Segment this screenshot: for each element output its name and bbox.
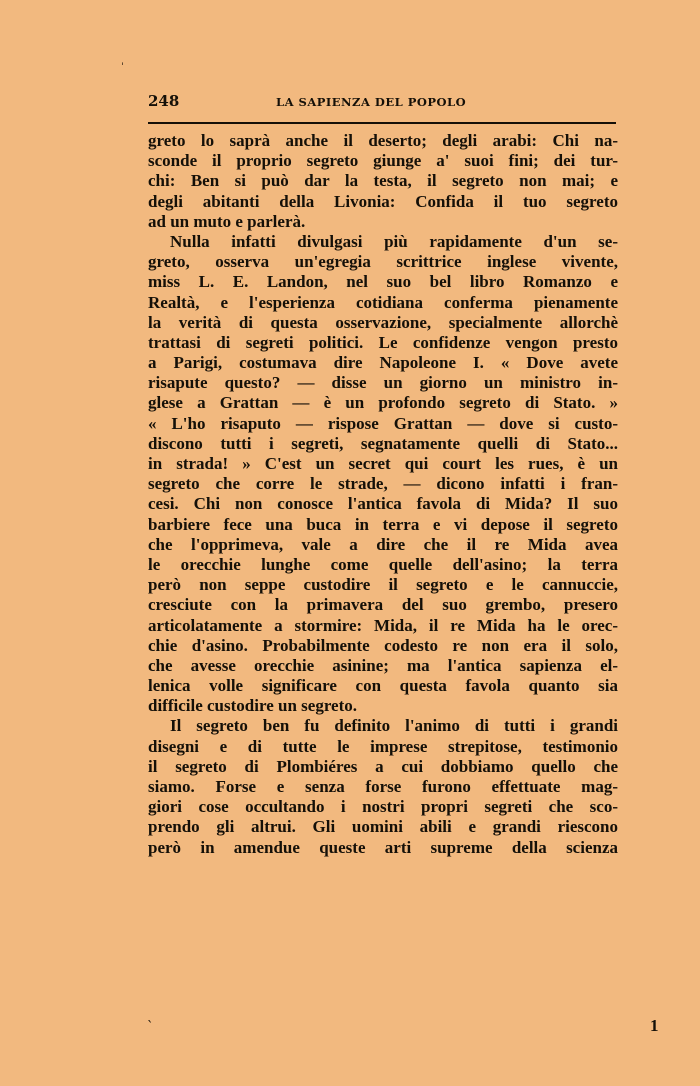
page-number: 248 [148, 92, 180, 110]
text-line: discono tutti i segreti, segnatamente quelli di Stato... [148, 433, 618, 453]
text-line: degli abitanti della Livonia: Confida il tuo segreto [148, 191, 618, 211]
text-line: prendo gli altrui. Gli uomini abili e grandi riescono [148, 817, 618, 837]
text-line: lenica volle significare con questa favola quanto sia [148, 676, 618, 696]
text-line: il segreto di Plombiéres a cui dobbiamo quello che [148, 756, 618, 776]
speck-mark: ` [147, 1020, 154, 1035]
text-line: in strada! » C'est un secret qui court les rues, è un [148, 454, 618, 473]
text-line: greto, osserva un'egregia scrittrice inglese vivente, [148, 252, 618, 272]
text-line: le orecchie lunghe come quelle dell'asino; la terra [148, 554, 618, 574]
body-text [148, 131, 618, 858]
text-line: difficile custodire un segreto. [148, 696, 358, 716]
text-line: « L'ho risaputo — rispose Grattan — dove si custo- [148, 413, 618, 433]
text-line: barbiere fece una buca in terra e vi depose il segreto [148, 514, 618, 534]
text-line: cesi. Chi non conosce l'antica favola di Mida? Il suo [148, 494, 618, 514]
text-line: glese a Grattan — è un profondo segreto di Stato. » [148, 393, 618, 413]
text-line: trattasi di segreti politici. Le confidenze vengon presto [148, 332, 618, 352]
header-rule [148, 122, 616, 124]
footer-mark: 1 [650, 1016, 659, 1035]
text-line: risapute questo? — disse un giorno un ministro in- [148, 373, 618, 393]
running-title: LA SAPIENZA DEL POPOLO [276, 95, 467, 109]
text-line: però in amendue queste arti supreme della scienza [148, 837, 618, 857]
text-line: articolatamente a stormire: Mida, il re Mida ha le orec- [148, 615, 618, 635]
text-line: greto lo saprà anche il deserto; degli arabi: Chi na- [148, 131, 618, 150]
text-line: che l'opprimeva, vale a dire che il re Mida avea [148, 534, 618, 554]
text-line: siamo. Forse e senza forse furono effettuate mag- [148, 777, 618, 796]
text-line: la verità di questa osservazione, specialmente allorchè [148, 312, 618, 332]
text-line: che avesse orecchie asinine; ma l'antica sapienza el- [148, 655, 618, 675]
text-line: a Parigi, costumava dire Napoleone I. « Dove avete [148, 353, 618, 373]
text-line: Nulla infatti divulgasi più rapidamente d'un se- [170, 231, 618, 251]
text-line: segreto che corre le strade, — dicono infatti i fran- [148, 474, 618, 494]
text-line: chie d'asino. Probabilmente codesto re non era il solo, [148, 635, 618, 655]
page-header [148, 92, 616, 110]
text-line: Il segreto ben fu definito l'animo di tutti i grandi [170, 716, 618, 736]
text-line: Realtà, e l'esperienza cotidiana conferma pienamente [148, 292, 618, 312]
text-line: chi: Ben si può dar la testa, il segreto non mai; e [148, 171, 618, 191]
text-line: miss L. E. Landon, nel suo bel libro Romanzo e [148, 272, 618, 292]
text-line: ad un muto e parlerà. [148, 211, 306, 231]
text-line: però non seppe custodire il segreto e le cannuccie, [148, 575, 618, 595]
text-line: disegni e di tutte le imprese strepitose, testimonio [148, 736, 618, 756]
text-line: giori cose occultando i nostri propri segreti che sco- [148, 797, 618, 817]
text-line: sconde il proprio segreto giunge a' suoi fini; dei tur- [148, 151, 618, 171]
speck-mark: ˈ [121, 62, 124, 73]
text-line: cresciute con la primavera del suo grembo, presero [148, 595, 618, 615]
